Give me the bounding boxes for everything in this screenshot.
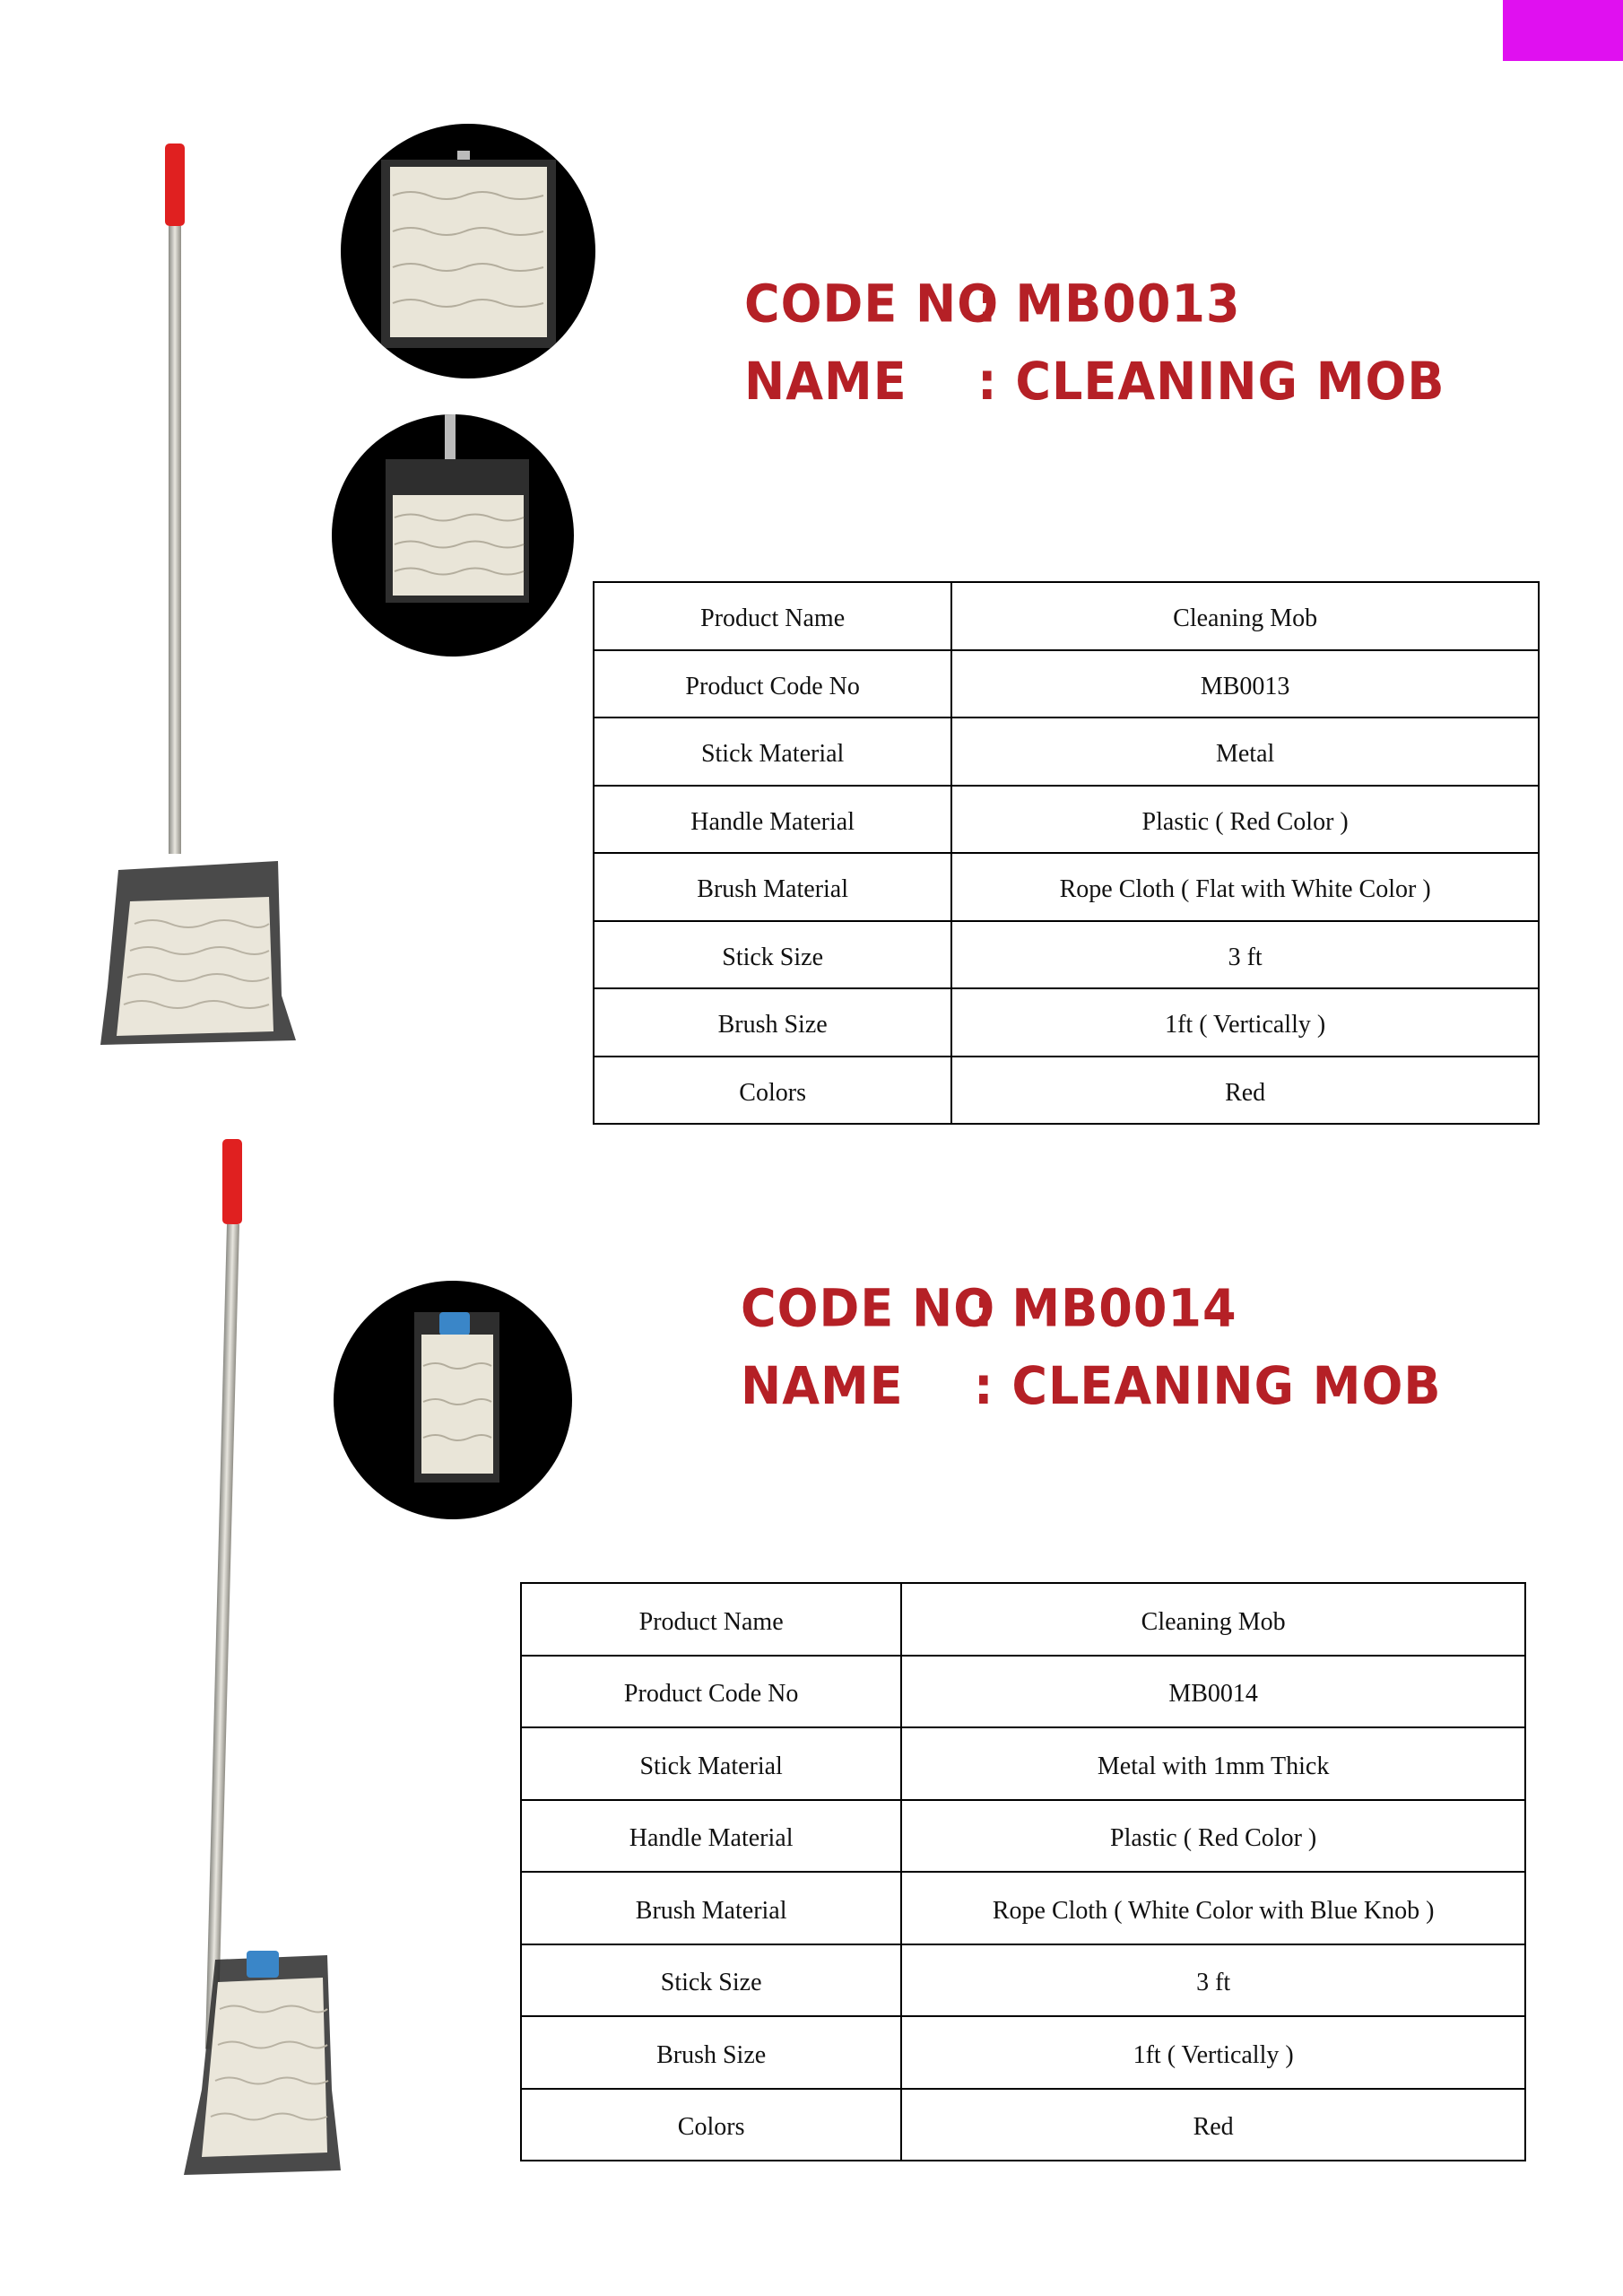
spec-label: Brush Material: [521, 1872, 901, 1944]
spec-label: Product Name: [594, 582, 951, 650]
spec-label: Stick Size: [521, 1944, 901, 2016]
spec-label: Brush Size: [521, 2016, 901, 2089]
spec-value: Cleaning Mob: [951, 582, 1539, 650]
spec-label: Colors: [521, 2089, 901, 2161]
table-row: [521, 1944, 1525, 2016]
spec-label: Handle Material: [521, 1800, 901, 1872]
mop-image-mb0014: [175, 1139, 354, 2179]
spec-table-mb0014: [520, 1582, 1526, 2161]
product-title-mb0014: [741, 1270, 1442, 1425]
name-label: NAME: [744, 351, 907, 413]
spec-label: Handle Material: [594, 786, 951, 853]
table-row: [594, 1057, 1539, 1124]
table-row: [521, 1800, 1525, 1872]
table-row: [594, 921, 1539, 988]
spec-label: Stick Material: [594, 718, 951, 786]
spec-value: 1ft ( Vertically ): [951, 988, 1539, 1057]
spec-value: Rope Cloth ( Flat with White Color ): [951, 853, 1539, 921]
table-row: [594, 988, 1539, 1057]
product-title-mb0013: [744, 265, 1445, 421]
spec-value: Metal with 1mm Thick: [901, 1727, 1525, 1800]
name-value: : CLEANING MOB: [974, 1355, 1442, 1417]
spec-label: Colors: [594, 1057, 951, 1124]
spec-value: MB0013: [951, 650, 1539, 718]
table-row: [594, 582, 1539, 650]
table-row: [521, 1727, 1525, 1800]
spec-label: Stick Material: [521, 1727, 901, 1800]
mop-head-thumbnail: [334, 1281, 572, 1519]
code-value: : MB0014: [974, 1277, 1237, 1339]
corner-accent: [1503, 0, 1623, 61]
table-row: [594, 853, 1539, 921]
code-label: CODE NO: [741, 1277, 996, 1339]
spec-table-mb0013: [593, 581, 1540, 1125]
spec-label: Stick Size: [594, 921, 951, 988]
spec-label: Product Code No: [594, 650, 951, 718]
name-label: NAME: [741, 1355, 904, 1417]
spec-value: 1ft ( Vertically ): [901, 2016, 1525, 2089]
table-row: [521, 2016, 1525, 2089]
spec-value: 3 ft: [901, 1944, 1525, 2016]
code-label: CODE NO: [744, 273, 1000, 335]
spec-value: Red: [901, 2089, 1525, 2161]
table-row: [521, 1656, 1525, 1727]
table-row: [594, 718, 1539, 786]
table-row: [594, 650, 1539, 718]
mop-head-thumbnail: [341, 124, 595, 378]
spec-value: Metal: [951, 718, 1539, 786]
code-value: : MB0013: [977, 273, 1241, 335]
spec-value: 3 ft: [951, 921, 1539, 988]
name-value: : CLEANING MOB: [977, 351, 1445, 413]
table-row: [521, 1583, 1525, 1656]
spec-value: Cleaning Mob: [901, 1583, 1525, 1656]
spec-label: Brush Size: [594, 988, 951, 1057]
spec-value: Red: [951, 1057, 1539, 1124]
mop-head-thumbnail: [332, 414, 574, 657]
table-row: [521, 2089, 1525, 2161]
spec-value: Plastic ( Red Color ): [901, 1800, 1525, 1872]
spec-value: MB0014: [901, 1656, 1525, 1727]
spec-label: Product Code No: [521, 1656, 901, 1727]
spec-value: Plastic ( Red Color ): [951, 786, 1539, 853]
spec-value: Rope Cloth ( White Color with Blue Knob ): [901, 1872, 1525, 1944]
spec-label: Brush Material: [594, 853, 951, 921]
table-row: [594, 786, 1539, 853]
mop-image-mb0013: [90, 144, 305, 1058]
table-row: [521, 1872, 1525, 1944]
spec-label: Product Name: [521, 1583, 901, 1656]
